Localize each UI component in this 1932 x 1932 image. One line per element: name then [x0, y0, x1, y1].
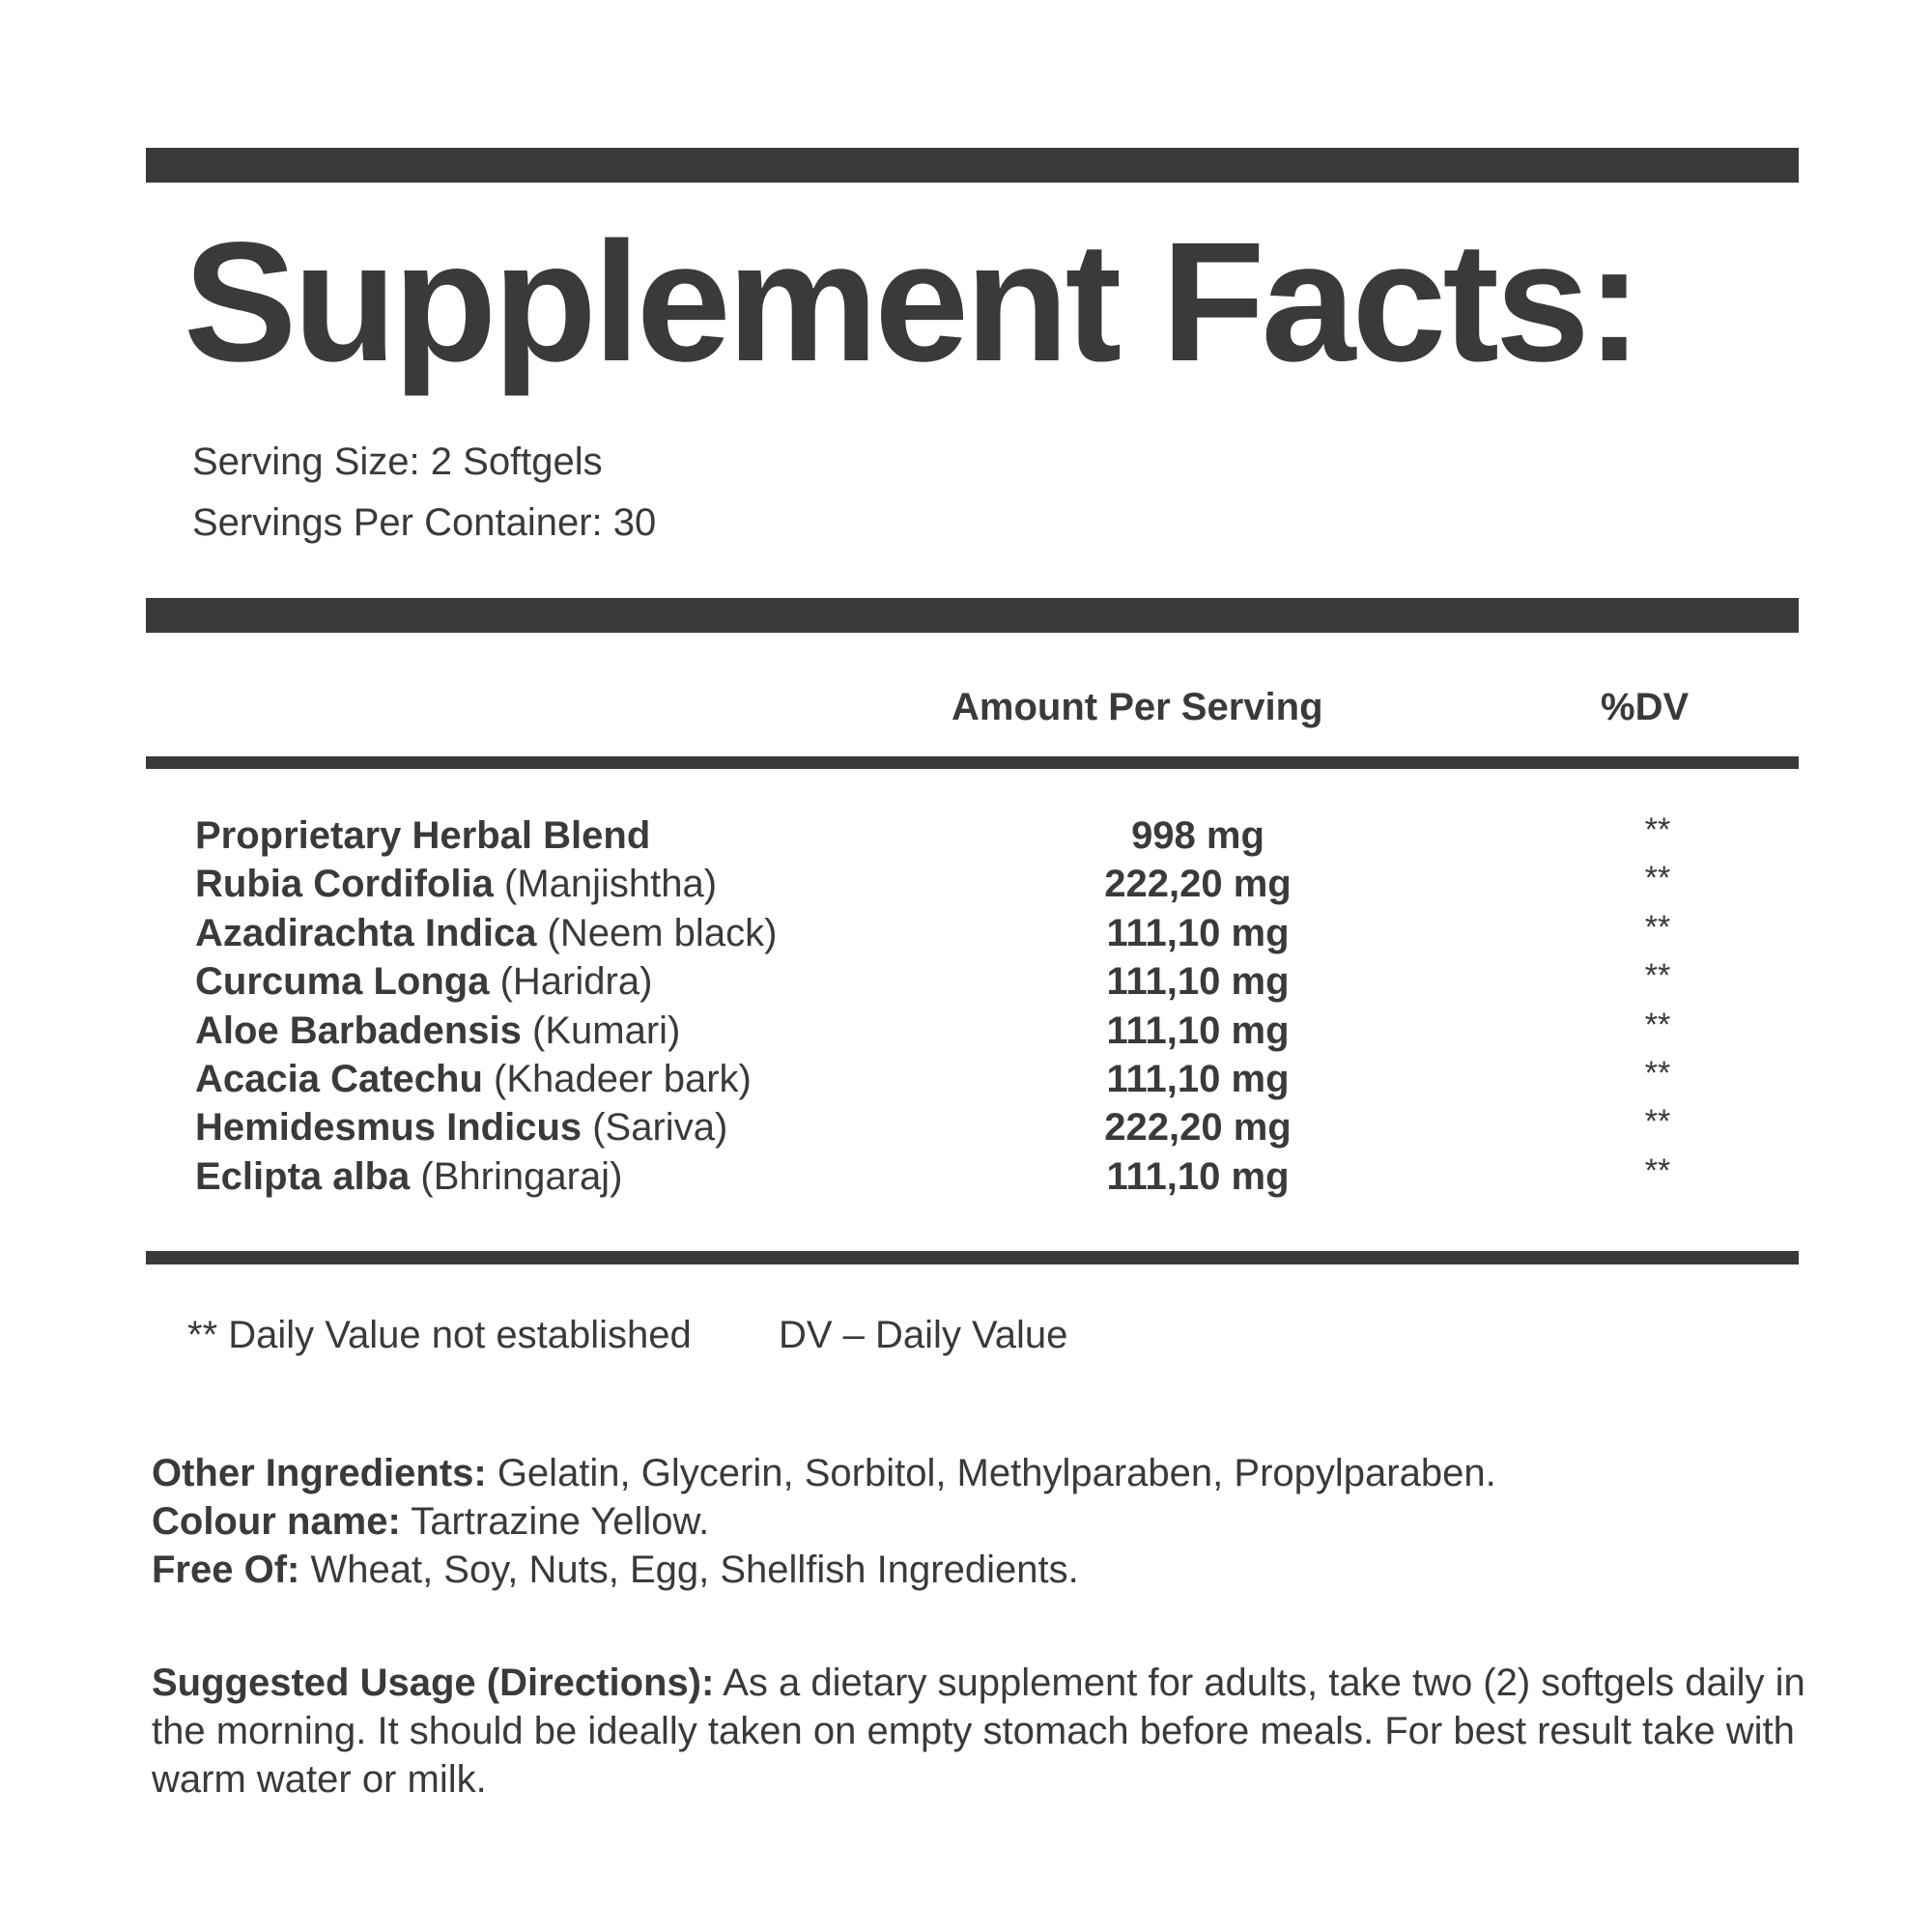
- colour-name: Colour name: Tartrazine Yellow.: [152, 1500, 710, 1543]
- ingredient-name: Rubia Cordifolia (Manjishtha): [195, 863, 718, 906]
- ingredient-amount: 222,20 mg: [1104, 1106, 1292, 1150]
- ingredient-amount: 111,10 mg: [1106, 911, 1290, 954]
- ingredient-name: Azadirachta Indica (Neem black): [195, 911, 778, 954]
- serving-size: Serving Size: 2 Softgels: [192, 440, 603, 483]
- ingredient-row: [0, 811, 1932, 860]
- other-info: [152, 1449, 1813, 1594]
- ingredient-dv: **: [1644, 1103, 1671, 1141]
- section-divider-bar: [146, 598, 1799, 633]
- ingredient-row: [0, 1103, 1932, 1151]
- ingredient-dv: **: [1644, 811, 1671, 848]
- ingredient-dv: **: [1644, 860, 1671, 897]
- ingredient-amount: 222,20 mg: [1104, 863, 1292, 906]
- top-divider-bar: [146, 148, 1799, 183]
- ingredient-amount: 111,10 mg: [1106, 1009, 1290, 1052]
- ingredient-dv: **: [1644, 957, 1671, 995]
- other-ingredients: Other Ingredients: Gelatin, Glycerin, Sorbitol, Methylparaben, Propylparaben.: [152, 1452, 1496, 1494]
- ingredient-name: Aloe Barbadensis (Kumari): [195, 1009, 681, 1052]
- ingredient-amount: 111,10 mg: [1106, 1154, 1290, 1198]
- ingredients-table: [0, 811, 1932, 1201]
- ingredient-dv: **: [1644, 1054, 1671, 1092]
- ingredient-amount: 111,10 mg: [1106, 1057, 1290, 1100]
- ingredient-dv: **: [1644, 1151, 1671, 1189]
- ingredient-name: Eclipta alba (Bhringaraj): [195, 1154, 623, 1198]
- ingredient-dv: **: [1644, 1006, 1671, 1043]
- bottom-divider-bar: [146, 1251, 1799, 1264]
- ingredient-row: [0, 1055, 1932, 1103]
- dv-not-established-note: ** Daily Value not established: [187, 1314, 692, 1356]
- ingredient-row: [0, 860, 1932, 908]
- dv-column-header: %DV: [1601, 686, 1690, 728]
- page-title: Supplement Facts:: [184, 208, 1639, 397]
- ingredient-row: [0, 1007, 1932, 1055]
- dv-definition-note: DV – Daily Value: [779, 1314, 1068, 1356]
- ingredient-amount: 998 mg: [1131, 814, 1264, 857]
- ingredient-row: [0, 1152, 1932, 1201]
- ingredient-name: Acacia Catechu (Khadeer bark): [195, 1057, 752, 1100]
- suggested-usage: Suggested Usage (Directions): As a dietary supplement for adults, take two (2) softgels daily in the morning. It should be ideally taken on empty stomach before meals. For best result take with warm water or milk.: [152, 1662, 1805, 1801]
- ingredient-name: Curcuma Longa (Haridra): [195, 960, 653, 1004]
- ingredient-name: Hemidesmus Indicus (Sariva): [195, 1106, 728, 1150]
- ingredient-dv: **: [1644, 908, 1671, 946]
- ingredient-name: Proprietary Herbal Blend: [195, 814, 651, 857]
- header-divider-bar: [146, 756, 1799, 769]
- ingredient-row: [0, 957, 1932, 1006]
- amount-column-header: Amount Per Serving: [952, 686, 1323, 728]
- servings-per-container: Servings Per Container: 30: [192, 501, 657, 544]
- ingredient-amount: 111,10 mg: [1106, 960, 1290, 1004]
- ingredient-row: [0, 909, 1932, 957]
- free-of: Free Of: Wheat, Soy, Nuts, Egg, Shellfish Ingredients.: [152, 1548, 1079, 1591]
